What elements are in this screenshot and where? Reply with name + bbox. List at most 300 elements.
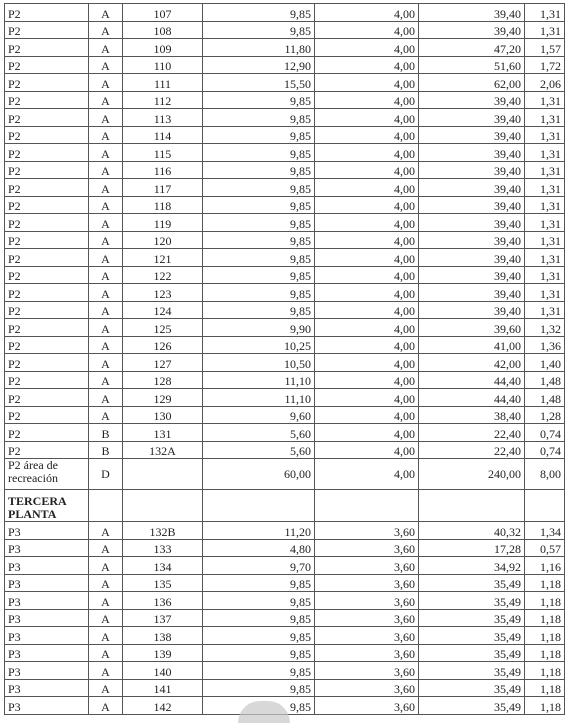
cell-height: 4,00	[315, 179, 419, 197]
cell-type: A	[89, 371, 123, 389]
cell-floor: P3	[5, 539, 89, 557]
cell-volume: 39,40	[419, 144, 525, 162]
cell-type: A	[89, 56, 123, 74]
cell-share: 1,18	[525, 609, 565, 627]
cell-unit-number: 112	[123, 91, 203, 109]
cell-type: A	[89, 179, 123, 197]
cell-volume: 39,40	[419, 161, 525, 179]
cell-height: 3,60	[315, 679, 419, 697]
table-row	[5, 161, 565, 179]
cell-height: 4,00	[315, 109, 419, 127]
cell-unit-number: 110	[123, 56, 203, 74]
cell-area: 9,85	[203, 126, 315, 144]
cell-floor: P2	[5, 56, 89, 74]
cell-type: A	[89, 109, 123, 127]
cell-height: 4,00	[315, 56, 419, 74]
cell-volume: 39,60	[419, 319, 525, 337]
cell-height: 3,60	[315, 592, 419, 610]
cell-share: 1,40	[525, 354, 565, 372]
cell-unit-number: 126	[123, 336, 203, 354]
cell-volume: 35,49	[419, 697, 525, 715]
cell-unit-number: 120	[123, 231, 203, 249]
cell-share: 1,31	[525, 144, 565, 162]
cell-volume: 40,32	[419, 522, 525, 540]
cell-volume: 39,40	[419, 91, 525, 109]
table-row	[5, 574, 565, 592]
cell-type: A	[89, 592, 123, 610]
cell-type: A	[89, 389, 123, 407]
cell-floor: P2	[5, 371, 89, 389]
cell-share: 1,36	[525, 336, 565, 354]
cell-floor: P2	[5, 39, 89, 57]
table-row	[5, 522, 565, 540]
cell-area: 9,70	[203, 557, 315, 575]
cell-unit-number	[123, 459, 203, 490]
cell-floor: P2	[5, 336, 89, 354]
cell-floor: P2	[5, 4, 89, 22]
cell-type: A	[89, 557, 123, 575]
cell-area: 5,60	[203, 441, 315, 459]
table-row	[5, 336, 565, 354]
cell-unit-number: 138	[123, 627, 203, 645]
cell-type: A	[89, 336, 123, 354]
cell-floor: P3	[5, 574, 89, 592]
cell-height: 4,00	[315, 91, 419, 109]
cell-volume: 39,40	[419, 231, 525, 249]
table-row	[5, 249, 565, 267]
cell-type: A	[89, 144, 123, 162]
cell-height: 3,60	[315, 539, 419, 557]
cell-type: A	[89, 91, 123, 109]
cell-volume: 39,40	[419, 301, 525, 319]
cell-share: 1,31	[525, 284, 565, 302]
cell-type: A	[89, 522, 123, 540]
cell-unit-number: 127	[123, 354, 203, 372]
recreation-row	[5, 459, 565, 490]
cell-type: A	[89, 21, 123, 39]
cell-area: 9,85	[203, 609, 315, 627]
cell-unit-number: 142	[123, 697, 203, 715]
cell-share: 1,31	[525, 214, 565, 232]
cell-type: A	[89, 609, 123, 627]
cell-unit-number: 113	[123, 109, 203, 127]
cell-unit-number: 141	[123, 679, 203, 697]
cell-unit-number: 118	[123, 196, 203, 214]
cell-unit-number: 108	[123, 21, 203, 39]
cell-floor: P2	[5, 301, 89, 319]
cell-share: 1,31	[525, 4, 565, 22]
section-heading: TERCERA PLANTA	[8, 494, 67, 521]
cell-share: 0,74	[525, 424, 565, 442]
cell-area: 9,85	[203, 697, 315, 715]
cell-area: 4,80	[203, 539, 315, 557]
cell-volume: 42,00	[419, 354, 525, 372]
cell-unit-number: 134	[123, 557, 203, 575]
cell-share: 1,18	[525, 574, 565, 592]
cell-volume: 22,40	[419, 424, 525, 442]
cell-volume: 41,00	[419, 336, 525, 354]
cell-share: 1,48	[525, 389, 565, 407]
cell-height: 4,00	[315, 284, 419, 302]
cell-height: 4,00	[315, 459, 419, 490]
cell-type: A	[89, 4, 123, 22]
cell-share: 1,31	[525, 21, 565, 39]
cell-unit-number: 136	[123, 592, 203, 610]
cell-type: A	[89, 697, 123, 715]
cell-volume: 22,40	[419, 441, 525, 459]
cell-area: 9,85	[203, 249, 315, 267]
cell-floor: P3	[5, 592, 89, 610]
empty-cell	[89, 490, 123, 522]
cell-volume: 39,40	[419, 284, 525, 302]
cell-height: 4,00	[315, 214, 419, 232]
cell-area: 9,85	[203, 662, 315, 680]
cell-share: 8,00	[525, 459, 565, 490]
cell-type: A	[89, 249, 123, 267]
cell-height: 4,00	[315, 266, 419, 284]
cell-volume: 39,40	[419, 249, 525, 267]
table-row	[5, 179, 565, 197]
table-row	[5, 592, 565, 610]
cell-area: 9,60	[203, 406, 315, 424]
cell-unit-number: 135	[123, 574, 203, 592]
cell-height: 4,00	[315, 21, 419, 39]
table-row	[5, 196, 565, 214]
cell-type: B	[89, 441, 123, 459]
cell-area: 9,85	[203, 4, 315, 22]
cell-share: 1,16	[525, 557, 565, 575]
cell-share: 1,31	[525, 249, 565, 267]
cell-type: A	[89, 161, 123, 179]
cell-volume: 39,40	[419, 266, 525, 284]
table-row	[5, 627, 565, 645]
cell-height: 3,60	[315, 609, 419, 627]
cell-area: 9,85	[203, 179, 315, 197]
cell-floor: P2	[5, 406, 89, 424]
empty-cell	[123, 490, 203, 522]
cell-area: 9,85	[203, 627, 315, 645]
cell-floor: P2	[5, 424, 89, 442]
cell-type: A	[89, 231, 123, 249]
cell-area: 9,85	[203, 161, 315, 179]
empty-cell	[525, 490, 565, 522]
cell-height: 4,00	[315, 196, 419, 214]
cell-share: 1,18	[525, 662, 565, 680]
table-row	[5, 74, 565, 92]
table-row	[5, 354, 565, 372]
cell-height: 3,60	[315, 644, 419, 662]
cell-share: 0,74	[525, 441, 565, 459]
cell-area: 9,90	[203, 319, 315, 337]
cell-share: 1,31	[525, 231, 565, 249]
empty-cell	[419, 490, 525, 522]
table-row	[5, 539, 565, 557]
cell-height: 4,00	[315, 301, 419, 319]
cell-share: 1,31	[525, 266, 565, 284]
cell-type: B	[89, 424, 123, 442]
cell-type: A	[89, 214, 123, 232]
cell-unit-number: 114	[123, 126, 203, 144]
cell-type: A	[89, 406, 123, 424]
cell-height: 4,00	[315, 336, 419, 354]
cell-type: A	[89, 574, 123, 592]
cell-floor: P2	[5, 161, 89, 179]
cell-share: 1,18	[525, 697, 565, 715]
table-row	[5, 371, 565, 389]
table-row	[5, 214, 565, 232]
units-table-body	[5, 4, 565, 715]
cell-volume: 35,49	[419, 574, 525, 592]
cell-volume: 39,40	[419, 126, 525, 144]
cell-unit-number: 124	[123, 301, 203, 319]
cell-height: 3,60	[315, 522, 419, 540]
table-row	[5, 21, 565, 39]
table-row	[5, 662, 565, 680]
cell-area: 9,85	[203, 301, 315, 319]
cell-volume: 17,28	[419, 539, 525, 557]
cell-floor: P3	[5, 697, 89, 715]
table-row	[5, 56, 565, 74]
cell-height: 3,60	[315, 627, 419, 645]
cell-volume: 240,00	[419, 459, 525, 490]
table-row	[5, 266, 565, 284]
cell-floor: P3	[5, 522, 89, 540]
cell-unit-number: 116	[123, 161, 203, 179]
cell-area: 9,85	[203, 284, 315, 302]
cell-type: A	[89, 662, 123, 680]
cell-floor: P3	[5, 679, 89, 697]
table-row	[5, 679, 565, 697]
cell-share: 1,32	[525, 319, 565, 337]
cell-volume: 39,40	[419, 196, 525, 214]
table-row	[5, 4, 565, 22]
cell-volume: 39,40	[419, 21, 525, 39]
cell-area: 9,85	[203, 91, 315, 109]
cell-floor: P2	[5, 109, 89, 127]
cell-height: 3,60	[315, 557, 419, 575]
cell-height: 4,00	[315, 441, 419, 459]
table-row	[5, 441, 565, 459]
cell-volume: 35,49	[419, 609, 525, 627]
table-row	[5, 301, 565, 319]
cell-height: 3,60	[315, 697, 419, 715]
cell-share: 1,18	[525, 592, 565, 610]
table-row	[5, 126, 565, 144]
cell-volume: 62,00	[419, 74, 525, 92]
cell-floor: P2	[5, 179, 89, 197]
cell-unit-number: 132A	[123, 441, 203, 459]
cell-floor: P2	[5, 91, 89, 109]
cell-height: 4,00	[315, 249, 419, 267]
cell-unit-number: 123	[123, 284, 203, 302]
table-row	[5, 144, 565, 162]
cell-area: 9,85	[203, 644, 315, 662]
cell-height: 4,00	[315, 231, 419, 249]
cell-height: 4,00	[315, 424, 419, 442]
cell-share: 0,57	[525, 539, 565, 557]
cell-volume: 35,49	[419, 662, 525, 680]
table-row	[5, 644, 565, 662]
table-row	[5, 231, 565, 249]
cell-area: 9,85	[203, 21, 315, 39]
cell-floor: P2 área de recreación	[5, 459, 89, 490]
cell-floor: P2	[5, 231, 89, 249]
cell-floor: P2	[5, 389, 89, 407]
cell-area: 9,85	[203, 266, 315, 284]
cell-share: 1,28	[525, 406, 565, 424]
cell-area: 9,85	[203, 196, 315, 214]
empty-cell	[203, 490, 315, 522]
cell-unit-number: 119	[123, 214, 203, 232]
cell-volume: 39,40	[419, 109, 525, 127]
cell-volume: 39,40	[419, 179, 525, 197]
table-row	[5, 39, 565, 57]
cell-height: 4,00	[315, 39, 419, 57]
cell-area: 9,85	[203, 574, 315, 592]
table-row	[5, 389, 565, 407]
cell-unit-number: 117	[123, 179, 203, 197]
cell-area: 11,80	[203, 39, 315, 57]
cell-type: A	[89, 284, 123, 302]
cell-height: 4,00	[315, 74, 419, 92]
table-row	[5, 319, 565, 337]
cell-share: 1,31	[525, 161, 565, 179]
cell-floor: P2	[5, 441, 89, 459]
cell-area: 15,50	[203, 74, 315, 92]
cell-height: 3,60	[315, 662, 419, 680]
cell-type: A	[89, 266, 123, 284]
cell-type: A	[89, 354, 123, 372]
cell-area: 9,85	[203, 592, 315, 610]
cell-area: 9,85	[203, 144, 315, 162]
cell-floor: P2	[5, 144, 89, 162]
cell-volume: 39,40	[419, 214, 525, 232]
cell-type: A	[89, 74, 123, 92]
cell-type: A	[89, 679, 123, 697]
cell-floor: P2	[5, 249, 89, 267]
cell-volume: 38,40	[419, 406, 525, 424]
cell-share: 1,18	[525, 644, 565, 662]
units-table	[4, 3, 565, 715]
section-heading-cell	[5, 490, 89, 522]
cell-volume: 39,40	[419, 4, 525, 22]
cell-area: 11,10	[203, 389, 315, 407]
cell-unit-number: 132B	[123, 522, 203, 540]
table-row	[5, 424, 565, 442]
cell-height: 4,00	[315, 354, 419, 372]
cell-unit-number: 140	[123, 662, 203, 680]
cell-share: 1,31	[525, 301, 565, 319]
table-row	[5, 109, 565, 127]
cell-type: A	[89, 196, 123, 214]
cell-unit-number: 122	[123, 266, 203, 284]
empty-cell	[315, 490, 419, 522]
cell-volume: 35,49	[419, 627, 525, 645]
cell-area: 11,20	[203, 522, 315, 540]
cell-share: 1,72	[525, 56, 565, 74]
cell-floor: P2	[5, 214, 89, 232]
cell-unit-number: 115	[123, 144, 203, 162]
cell-share: 1,31	[525, 109, 565, 127]
cell-volume: 35,49	[419, 679, 525, 697]
cell-area: 10,50	[203, 354, 315, 372]
table-row	[5, 406, 565, 424]
cell-height: 4,00	[315, 144, 419, 162]
cell-volume: 47,20	[419, 39, 525, 57]
cell-type: A	[89, 539, 123, 557]
cell-volume: 35,49	[419, 644, 525, 662]
cell-floor: P3	[5, 557, 89, 575]
cell-share: 2,06	[525, 74, 565, 92]
cell-share: 1,48	[525, 371, 565, 389]
table-row	[5, 557, 565, 575]
cell-unit-number: 139	[123, 644, 203, 662]
cell-unit-number: 130	[123, 406, 203, 424]
cell-area: 10,25	[203, 336, 315, 354]
cell-unit-number: 109	[123, 39, 203, 57]
cell-share: 1,31	[525, 126, 565, 144]
cell-volume: 44,40	[419, 389, 525, 407]
cell-area: 11,10	[203, 371, 315, 389]
table-row	[5, 284, 565, 302]
cell-type: A	[89, 301, 123, 319]
cell-height: 4,00	[315, 126, 419, 144]
cell-unit-number: 133	[123, 539, 203, 557]
cell-unit-number: 121	[123, 249, 203, 267]
cell-type: A	[89, 39, 123, 57]
cell-share: 1,57	[525, 39, 565, 57]
cell-share: 1,31	[525, 196, 565, 214]
cell-unit-number: 128	[123, 371, 203, 389]
table-row	[5, 91, 565, 109]
cell-floor: P2	[5, 126, 89, 144]
cell-volume: 44,40	[419, 371, 525, 389]
cell-area: 9,85	[203, 231, 315, 249]
cell-share: 1,18	[525, 679, 565, 697]
cell-share: 1,31	[525, 179, 565, 197]
cell-share: 1,31	[525, 91, 565, 109]
cell-height: 3,60	[315, 574, 419, 592]
cell-volume: 34,92	[419, 557, 525, 575]
cell-type: A	[89, 644, 123, 662]
cell-height: 4,00	[315, 371, 419, 389]
cell-unit-number: 131	[123, 424, 203, 442]
cell-floor: P2	[5, 196, 89, 214]
cell-unit-number: 107	[123, 4, 203, 22]
cell-height: 4,00	[315, 4, 419, 22]
cell-type: A	[89, 126, 123, 144]
cell-floor: P3	[5, 644, 89, 662]
cell-floor: P2	[5, 21, 89, 39]
cell-height: 4,00	[315, 161, 419, 179]
cell-type: A	[89, 627, 123, 645]
cell-floor: P2	[5, 284, 89, 302]
section-row	[5, 490, 565, 522]
cell-area: 9,85	[203, 214, 315, 232]
cell-area: 9,85	[203, 109, 315, 127]
cell-area: 60,00	[203, 459, 315, 490]
cell-floor: P3	[5, 627, 89, 645]
cell-area: 12,90	[203, 56, 315, 74]
cell-floor: P2	[5, 354, 89, 372]
cell-volume: 51,60	[419, 56, 525, 74]
cell-area: 5,60	[203, 424, 315, 442]
cell-type: D	[89, 459, 123, 490]
cell-height: 4,00	[315, 406, 419, 424]
cell-floor: P2	[5, 74, 89, 92]
cell-unit-number: 111	[123, 74, 203, 92]
cell-unit-number: 125	[123, 319, 203, 337]
